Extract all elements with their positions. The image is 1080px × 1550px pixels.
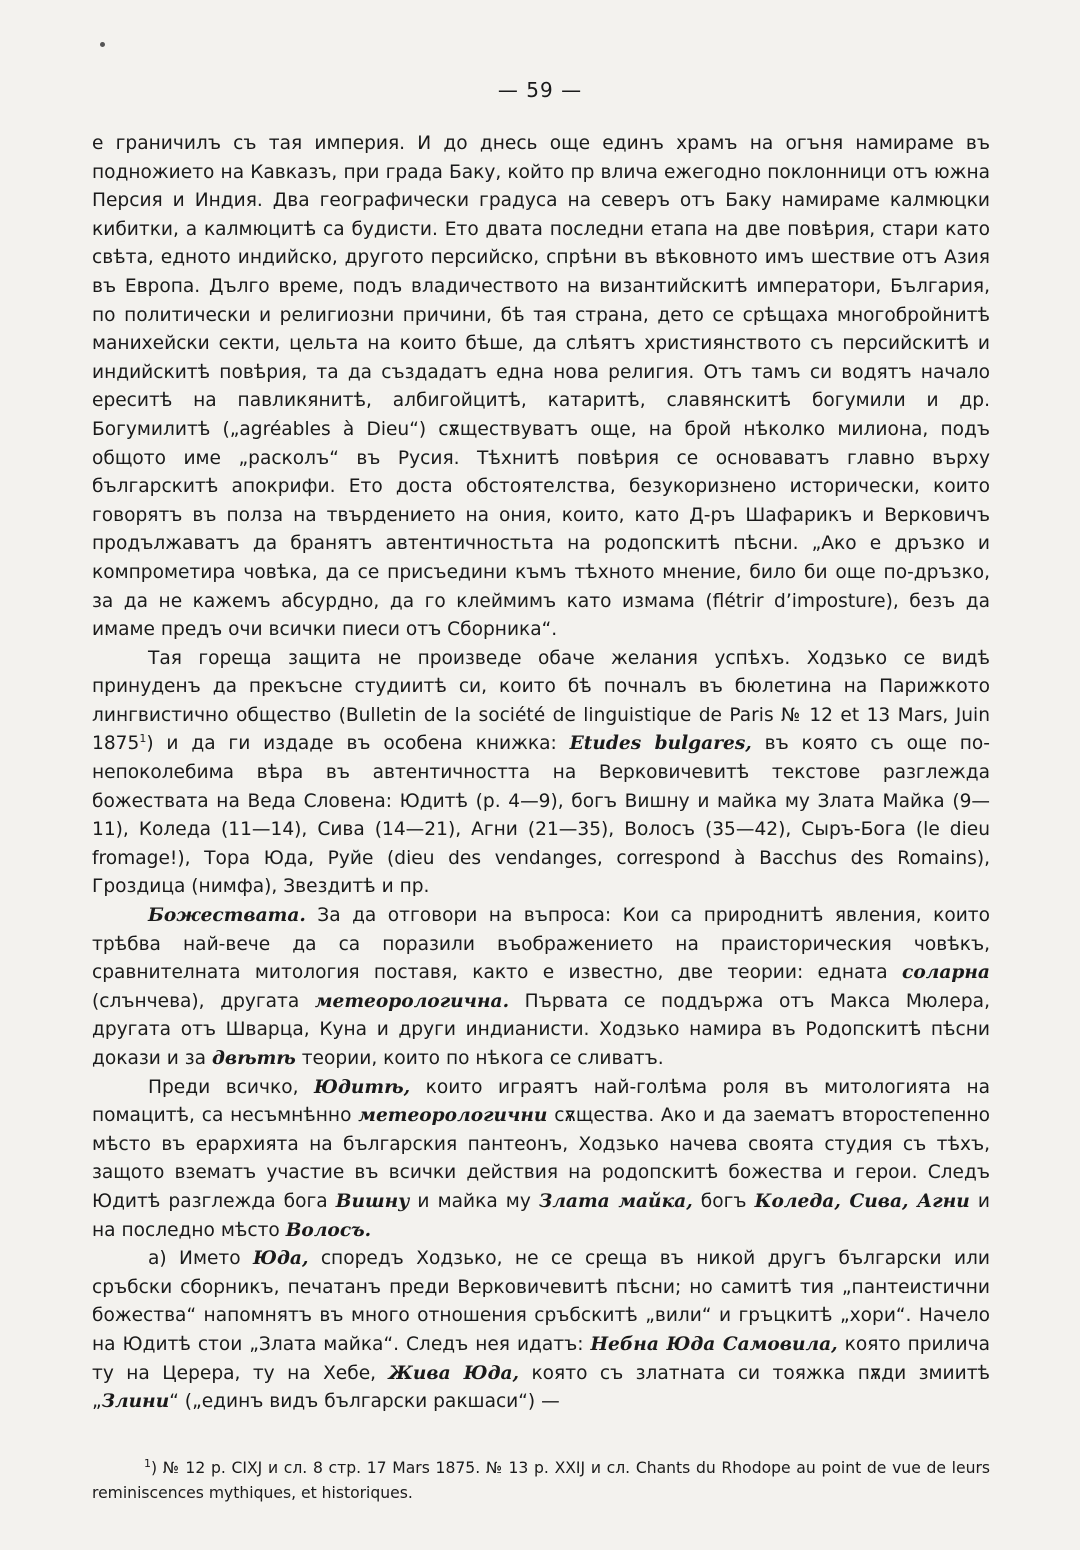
text-run: богъ	[692, 1190, 755, 1212]
italic-term: Вишну	[335, 1190, 410, 1212]
italic-term: Волосъ.	[285, 1219, 372, 1241]
italic-term: Юдитѣ,	[314, 1076, 411, 1098]
paragraph	[92, 1074, 990, 1246]
text-run: е граничилъ съ тая империя. И до днесь още единъ храмъ на огъня намираме въ подножието на Кавказъ, при града Баку, който пр влича ежегодно поклонници отъ южна Персия и Индия. Два географически градуса на северъ отъ Баку намираме калмюцки кибитки, а калмюцитѣ са будисти. Ето двата последни етапа на две повѣрия, стари като свѣта, едното индийско, другото персийско, спрѣни въ вѣковното имъ шествие отъ Азия въ Европа. Дълго време, подъ владичеството на византийскитѣ императори, България, по политически и религиозни причини, бѣ тая страна, дето се срѣщаха многобройнитѣ манихейски секти, цельта на които бѣше, да слѣятъ християнството съ персийскитѣ и индийскитѣ повѣрия, та да създадатъ една нова религия. Отъ тамъ си водятъ начало ереситѣ на павликянитѣ, албигойцитѣ, катаритѣ, славянскитѣ богумили и др. Богумилитѣ („agréables à Dieu“) сѫществуватъ още, на брой нѣколко милиона, подъ общото име „расколъ“ въ Русия. Тѣхнитѣ повѣрия се основаватъ главно върху българскитѣ апокрифи. Ето доста обстоятелства, безукоризнено исторически, които говорятъ въ полза на твърдението на ония, които, като Д-ръ Шафарикъ и Верковичъ продължаватъ да бранятъ автентичностьта на родопскитѣ пѣсни. „Ако е дръзко и компрометира човѣка, да се присъедини къмъ тѣхното мнение, било би още по-дръзко, за да не кажемъ абсурдно, да го клеймимъ като измама (flétrir d’imposture), безъ да имаме предъ очи всички пиеси отъ Сборника“.	[92, 133, 990, 641]
italic-term: Злата майка,	[538, 1190, 693, 1212]
text-run: въ която съ още по-непоколебима вѣра въ автентичността на Верковичевитѣ текстове разглежда божествата на Веда Словена: Юдитѣ (p. 4—9), богъ Вишну и майка му Злата Майка (9—11), Коледа (11—14), Сива (14—21), Агни (21—35), Волосъ (35—42), Сыръ-Бога (le dieu fromage!), Тора Юда, Руйе (dieu des vendanges, correspond à Bacchus des Romains), Гроздица (нимфа), Звездитѣ и пр.	[92, 733, 990, 898]
footnote	[92, 1456, 990, 1506]
footnote-marker: 1	[144, 1456, 151, 1470]
italic-term: Etudes bulgares,	[569, 733, 752, 755]
text-run: “ („единъ видъ български ракшаси“) —	[169, 1391, 560, 1413]
paragraph	[92, 645, 990, 902]
text-run: които играятъ най-голѣма роля въ митологията на помацитѣ, са несъмнѣнно	[92, 1076, 991, 1127]
italic-term: метеорологични	[358, 1105, 548, 1127]
ink-dot	[100, 42, 105, 47]
text-run: ) и да ги издаде въ особена книжка:	[146, 733, 570, 755]
text-run: и майка му	[409, 1190, 539, 1212]
text-run: теории, които по нѣкога се сливатъ.	[295, 1048, 664, 1069]
italic-term: Коледа, Сива, Агни	[754, 1190, 970, 1212]
italic-term: двѣтѣ	[211, 1048, 296, 1069]
paragraph	[92, 902, 990, 1074]
paragraph	[92, 130, 990, 645]
italic-term: соларна	[902, 962, 990, 984]
text-run: споредъ Ходзько, не се среща въ никой другъ български или сръбски сборникъ, печатанъ преди Верковичевитѣ пѣсни; но самитѣ тия „пантеистични божества“ напомнятъ въ много отношения сръбскитѣ „вили“ и гръцкитѣ „хори“. Начело на Юдитѣ стои „Злата майка“. Следъ нея идатъ:	[92, 1248, 990, 1355]
italic-term: метеорологична.	[314, 990, 510, 1012]
text-run: Преди всичко,	[148, 1076, 315, 1098]
text-run: За да отговори на въпроса: Кои са природнитѣ явления, които трѣбва най-вече да са поразили въображението на праисторическия човѣкъ, сравнителната митология поставя, както е известно, две теории: едната	[92, 905, 990, 984]
page-number: — 59 —	[497, 78, 583, 102]
italic-term: Небна Юда Самовила,	[590, 1333, 838, 1355]
italic-term: Злини	[101, 1391, 170, 1413]
footnote-text: ) № 12 p. CIXJ и сл. 8 стр. 17 Mars 1875. № 13 p. XXIJ и сл. Chants du Rhodope au point de vue de leurs reminiscences mythiques, et historiques.	[92, 1459, 990, 1502]
text-run: Първата се поддържа отъ Макса Мюлера, другата отъ Шварца, Куна и други индианисти. Ходзько намира въ Родопскитѣ пѣсни докази и за	[92, 990, 990, 1069]
text-run: (слънчева), другата	[92, 990, 315, 1012]
paragraph	[92, 1245, 990, 1417]
text-run: и на последно мѣсто	[92, 1190, 990, 1241]
footnote-ref: 1	[139, 732, 147, 746]
text-run: Тая гореща защита не произведе обаче желания успѣхъ. Ходзько се видѣ принуденъ да прекъсне студиитѣ си, които бѣ почналъ въ бюлетина на Парижкото лингвистично общество (Bulletin de la société de linguistique de Paris № 12 et 13 Mars, Juin 1875	[92, 647, 990, 755]
body-text	[92, 130, 990, 1417]
italic-term: Жива Юда,	[388, 1362, 520, 1384]
text-run: а) Името	[148, 1248, 254, 1270]
text-run: която съ златната си тояжка пѫди змиитѣ „	[92, 1362, 991, 1413]
text-run: която прилича ту на Церера, ту на Хебе,	[92, 1333, 990, 1384]
italic-term: Божествата.	[148, 905, 306, 927]
italic-term: Юда,	[253, 1248, 309, 1270]
footnotes	[92, 1456, 990, 1506]
text-run: сѫщества. Ако и да заематъ второстепенно мѣсто въ ерархията на българския пантеонъ, Ходзько начева своята студия съ тѣхъ, защото взематъ участие въ всички действия на родопскитѣ божества и герои. Следъ Юдитѣ разглежда бога	[92, 1105, 990, 1212]
